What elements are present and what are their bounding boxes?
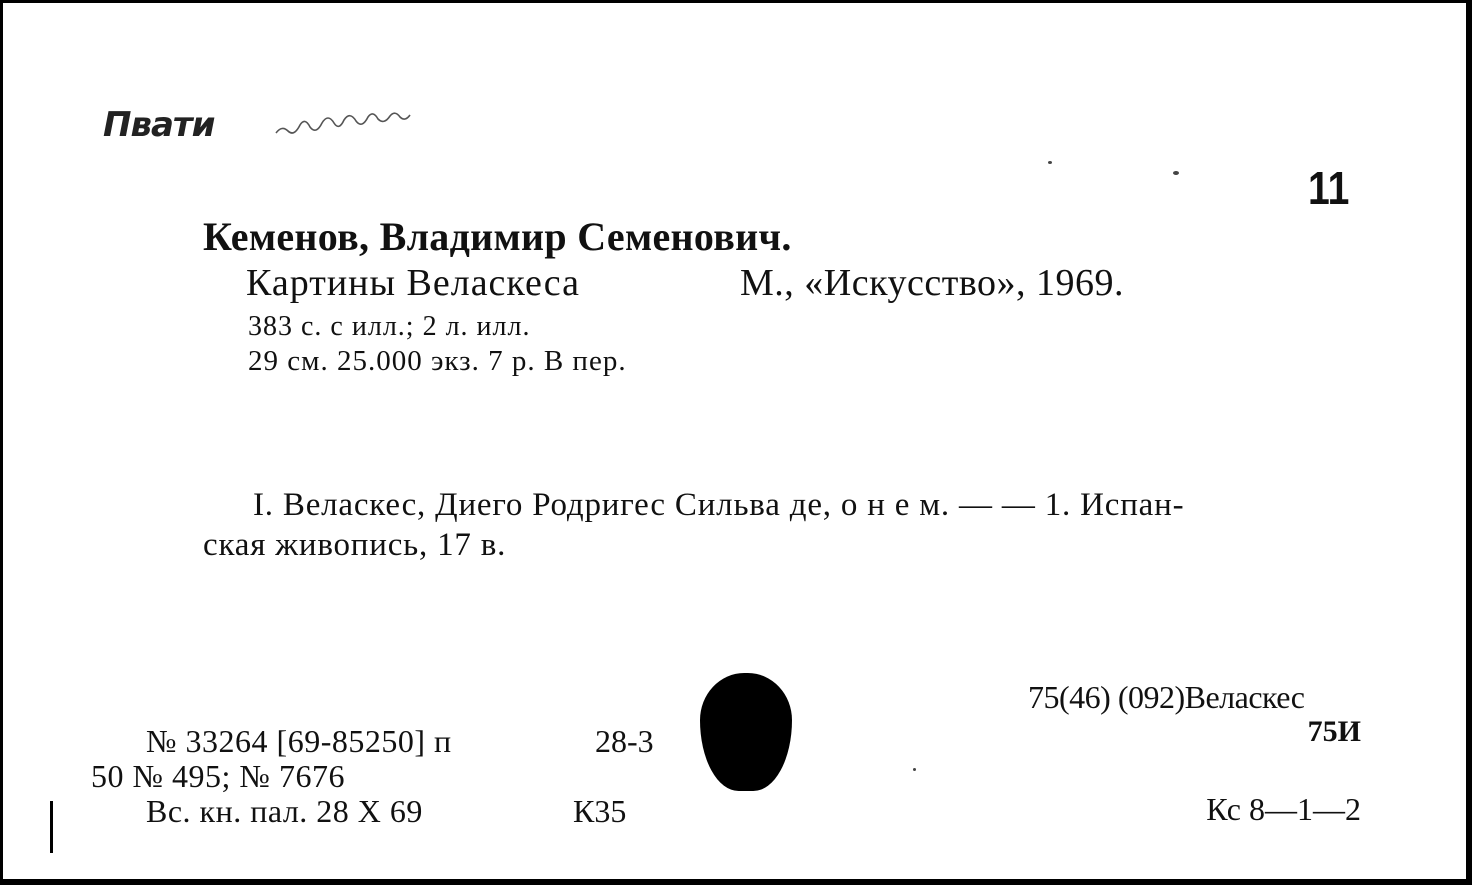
collation-line-1: 383 с. с илл.; 2 л. илл.: [248, 311, 531, 342]
subject-tracing-line-1: I. Веласкес, Диего Родригес Сильва де, о н е м. — — 1. Испан-: [253, 487, 1185, 523]
handwritten-scribble: [271, 111, 431, 141]
order-code: 28-3: [595, 723, 654, 759]
handwritten-note: Пвати: [103, 105, 215, 145]
speck: [913, 768, 916, 771]
catalog-card: [3, 3, 1466, 879]
speck: [1048, 161, 1052, 164]
book-title: Картины Веласкеса: [246, 262, 580, 304]
price-code: К35: [573, 793, 627, 829]
speck: [1173, 171, 1179, 175]
kc-code: Кс 8—1—2: [1206, 791, 1361, 827]
order-line-3: Вс. кн. пал. 28 X 69: [146, 793, 423, 829]
card-number: 11: [1308, 162, 1350, 214]
order-line-1: № 33264 [69-85250] п: [146, 723, 452, 759]
collation-line-2: 29 см. 25.000 экз. 7 р. В пер.: [248, 345, 627, 377]
imprint: М., «Искусство», 1969.: [740, 262, 1125, 304]
author-heading: Кеменов, Владимир Семенович.: [203, 214, 792, 259]
order-line-2: 50 № 495; № 7676: [91, 758, 345, 794]
subject-tracing-line-2: ская живопись, 17 в.: [203, 527, 507, 563]
classification-number: 75(46) (092)Веласкес: [1028, 679, 1305, 715]
punch-hole: [700, 673, 792, 791]
margin-mark: [50, 801, 53, 853]
author-sign: 75И: [1307, 715, 1361, 748]
